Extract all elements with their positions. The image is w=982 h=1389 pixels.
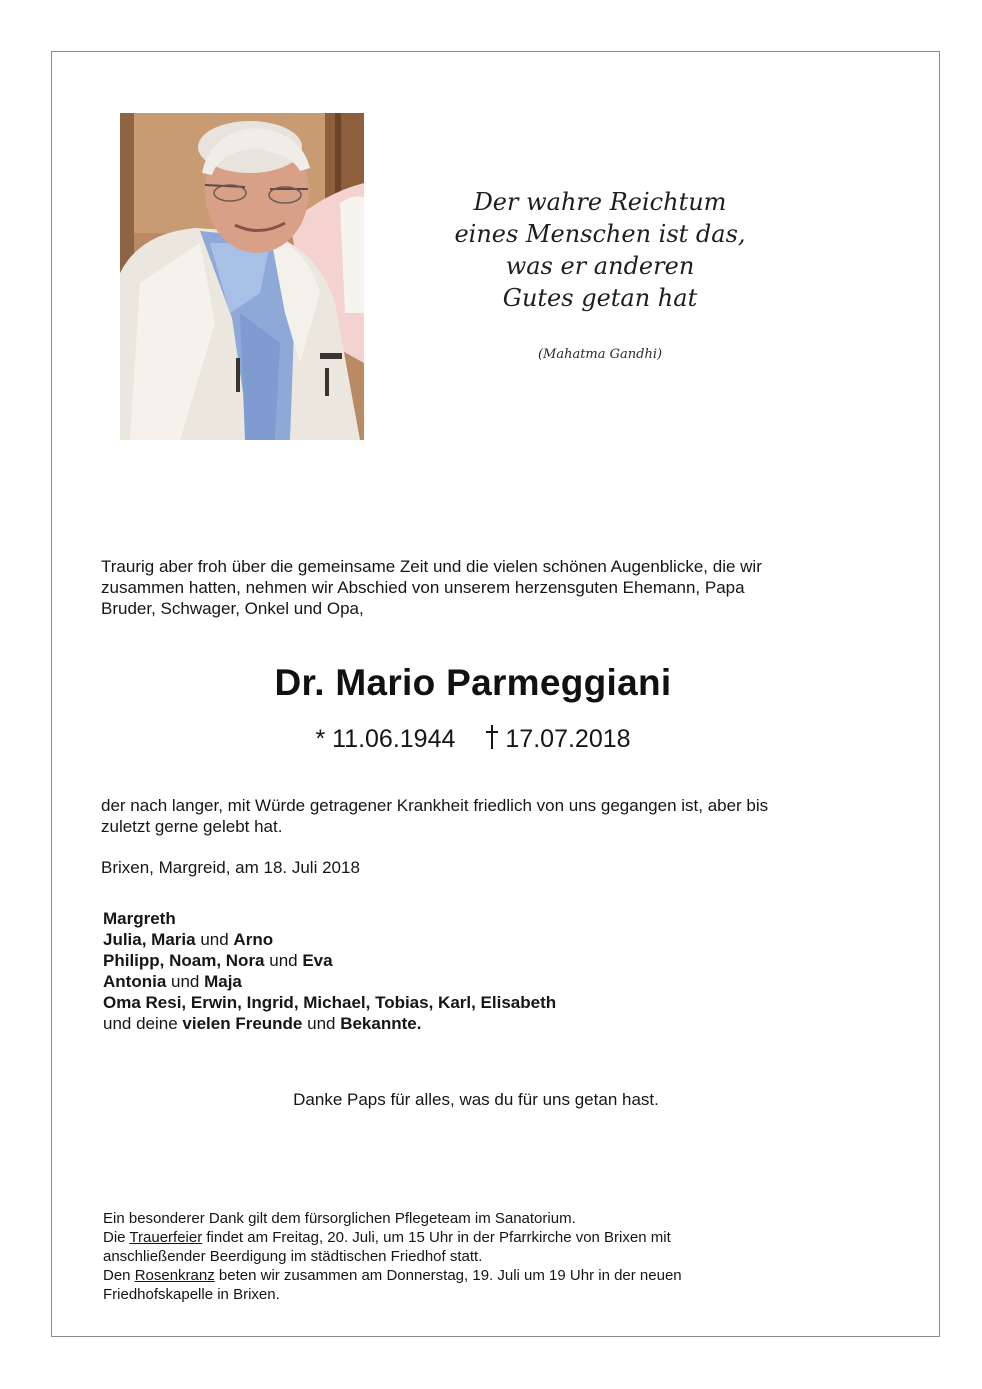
mourner-line: und deine vielen Freunde und Bekannte. [103, 1014, 422, 1033]
note-line: Ein besonderer Dank gilt dem fürsorglichen Pflegeteam im Sanatorium. [103, 1210, 576, 1227]
deceased-name: Dr. Mario Parmeggiani [274, 662, 672, 703]
note-line: Die Trauerfeier findet am Freitag, 20. Juli, um 15 Uhr in der Pfarrkirche von Brixen mit [103, 1229, 671, 1246]
notes-section [103, 1209, 863, 1304]
mourner-line: Antonia und Maja [103, 972, 242, 991]
quote-line: Gutes getan hat [502, 284, 698, 312]
mourner-line: Julia, Maria und Arno [103, 930, 274, 949]
portrait-photo [120, 113, 364, 440]
trauerfeier-label: Trauerfeier [129, 1229, 203, 1246]
mourner-line: Oma Resi, Erwin, Ingrid, Michael, Tobias, Karl, Elisabeth [103, 993, 557, 1012]
intro-line: zusammen hatten, nehmen wir Abschied von unserem herzensguten Ehemann, Papa [101, 578, 745, 597]
mourners-list [103, 908, 703, 1034]
note-line: Den Rosenkranz beten wir zusammen am Donnerstag, 19. Juli um 19 Uhr in der neuen [103, 1267, 682, 1284]
farewell-line: zuletzt gerne gelebt hat. [101, 817, 283, 836]
quote-line: Der wahre Reichtum [473, 188, 727, 216]
place-date: Brixen, Margreid, am 18. Juli 2018 [101, 858, 360, 877]
quote-block [420, 186, 780, 314]
farewell-paragraph [101, 795, 861, 837]
life-dates [0, 725, 946, 754]
mourner-line: Margreth [103, 909, 176, 928]
intro-line: Bruder, Schwager, Onkel und Opa, [101, 599, 364, 618]
quote-line: was er anderen [505, 252, 695, 280]
intro-paragraph [101, 556, 861, 619]
death-date: 17.07.2018 [505, 725, 631, 753]
farewell-line: der nach langer, mit Würde getragener Krankheit friedlich von uns gegangen ist, aber bis [101, 796, 769, 815]
birth-date: * 11.06.1944 [315, 725, 456, 753]
rosenkranz-label: Rosenkranz [134, 1267, 215, 1284]
quote-author: (Mahatma Gandhi) [537, 347, 663, 362]
quote-line: eines Menschen ist das, [454, 220, 746, 248]
note-line: anschließender Beerdigung im städtischen Friedhof statt. [103, 1248, 483, 1265]
note-line: Friedhofskapelle in Brixen. [103, 1286, 280, 1303]
closing-thanks: Danke Paps für alles, was du für uns getan hast. [293, 1090, 659, 1109]
cross-icon [485, 725, 499, 749]
mourner-line: Philipp, Noam, Nora und Eva [103, 951, 333, 970]
intro-line: Traurig aber froh über die gemeinsame Zeit und die vielen schönen Augenblicke, die wir [101, 557, 762, 576]
